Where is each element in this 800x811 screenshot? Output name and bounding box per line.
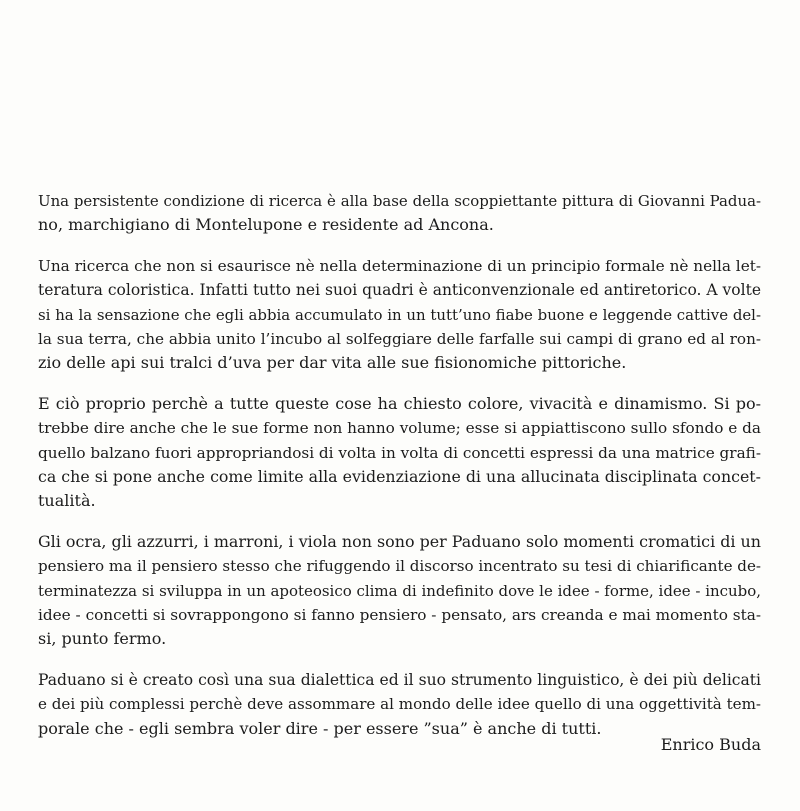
author-signature: Enrico Buda: [660, 735, 761, 754]
text-line: trebbe dire anche che le sue forme non hanno volume; esse si appiattiscono sullo sfondo e da: [38, 419, 761, 438]
text-line: Una persistente condizione di ricerca è alla base della scoppiettante pittura di Giovanni Padua-: [38, 192, 761, 210]
text-line: si, punto fermo.: [38, 629, 167, 649]
paragraph-3: [38, 392, 761, 513]
text-line: tualità.: [38, 491, 96, 511]
text-line: pensiero ma il pensiero stesso che rifuggendo il discorso incentrato su tesi di chiarificante de-: [38, 557, 761, 576]
text-line: quello balzano fuori appropriandosi di volta in volta di concetti espressi da una matrice grafi-: [38, 443, 761, 462]
text-line: porale che - egli sembra voler dire - per essere ”sua” è anche di tutti.: [38, 718, 602, 738]
text-line: ca che si pone anche come limite alla evidenziazione di una allucinata disciplinata concet-: [38, 466, 761, 486]
text-line: Una ricerca che non si esaurisce nè nella determinazione di un principio formale nè nella let-: [38, 257, 761, 276]
text-line: no, marchigiano di Montelupone e residente ad Ancona.: [38, 215, 494, 235]
text-line: zio delle api sui tralci d’uva per dar vita alle sue fisionomiche pittoriche.: [38, 353, 627, 373]
text-line: terminatezza si sviluppa in un apoteosico clima di indefinito dove le idee - forme, idee - incubo,: [38, 581, 761, 600]
text-line: idee - concetti si sovrappongono si fanno pensiero - pensato, ars creanda e mai momento sta-: [38, 605, 761, 624]
text-line: si ha la sensazione che egli abbia accumulato in un tutt’uno fiabe buone e leggende cattive del-: [38, 305, 761, 324]
paragraph-1: [38, 189, 761, 238]
essay-body: [38, 189, 761, 757]
text-line: Paduano si è creato così una sua dialettica ed il suo strumento linguistico, è dei più delicati: [38, 671, 761, 690]
text-line: e dei più complessi perchè deve assommare al mondo delle idee quello di una oggettività tem-: [38, 695, 761, 714]
text-line: la sua terra, che abbia unito l’incubo al solfeggiare delle farfalle sui campi di grano ed al ron-: [38, 329, 761, 348]
text-line: E ciò proprio perchè a tutte queste cose ha chiesto colore, vivacità e dinamismo. Si po-: [38, 394, 761, 414]
paragraph-5: [38, 668, 761, 741]
text-line: teratura coloristica. Infatti tutto nei suoi quadri è anticonvenzionale ed antiretorico. A volte: [38, 281, 761, 300]
paragraph-4: [38, 530, 761, 651]
paragraph-2: [38, 254, 761, 375]
text-line: Gli ocra, gli azzurri, i marroni, i viola non sono per Paduano solo momenti cromatici di un: [38, 532, 761, 552]
